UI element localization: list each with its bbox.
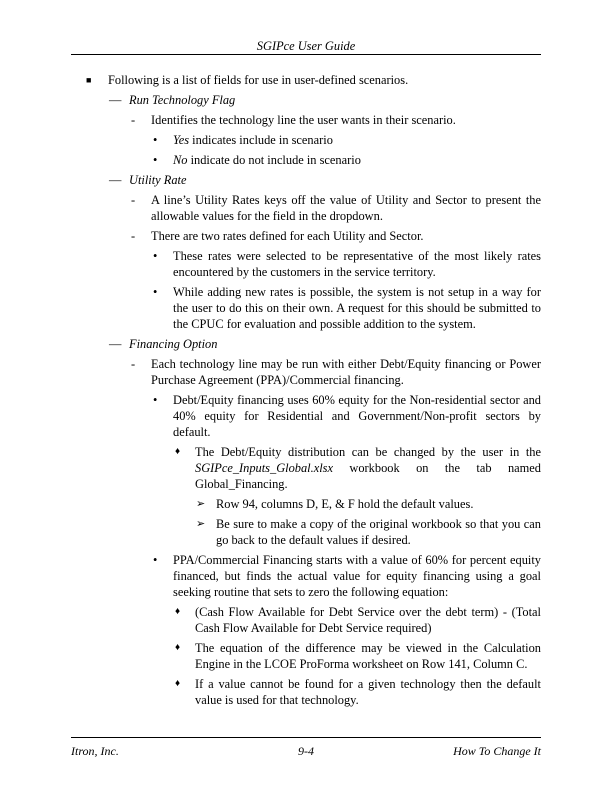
arrow-bullet-icon: ➢ [196,498,206,510]
financing-bullet1: Debt/Equity financing uses 60% equity for the Non-residential sector and 40% equity for Residential and Government/Non-profit sectors by default. [173,393,541,439]
square-bullet-icon: ■ [86,75,92,85]
financing-diamond2: (Cash Flow Available for Debt Service over the debt term) - (Total Cash Flow Available for Debt Service required) [195,605,541,635]
financing-diamond4: If a value cannot be found for a given technology then the default value is used for that technology. [195,677,541,707]
page-header-title: SGIPce User Guide [256,39,356,53]
section-heading-financing-option-item [109,336,541,352]
section-heading-utility-rate-item [109,172,541,188]
financing-arrow1: Row 94, columns D, E, & F hold the default values. [216,497,474,511]
run-flag-desc-item [131,112,541,128]
emdash-marker: — [109,173,122,187]
intro-text: Following is a list of fields for use in user-defined scenarios. [108,73,409,87]
d1-post: workbook on the tab named Global_Financing. [195,461,541,491]
financing-desc: Each technology line may be run with either Debt/Equity financing or Power Purchase Agreement (PPA)/Commercial financing. [151,357,541,387]
bullet-icon: • [153,249,158,263]
dash-marker: - [131,193,136,207]
diamond-bullet-icon: ♦ [175,446,181,457]
no-word: No [173,153,188,167]
emdash-marker: — [109,337,122,351]
footer-page-number: 9-4 [298,744,314,758]
workbook-filename: SGIPce_Inputs_Global.xlsx [195,461,333,475]
financing-diamond3-item [175,640,541,672]
bullet-icon: • [153,285,158,299]
arrow-bullet-icon: ➢ [196,518,206,530]
emdash-marker: — [109,93,122,107]
diamond-bullet-icon: ♦ [175,678,181,689]
yes-item [153,132,541,148]
no-rest: indicate do not include in scenario [187,153,361,167]
dash-marker: - [131,113,136,127]
financing-diamond3: The equation of the difference may be viewed in the Calculation Engine in the LCOE ProForma worksheet on Row 141, Column C. [195,641,541,671]
financing-diamond2-item [175,604,541,636]
bullet-icon: • [153,153,158,167]
yes-rest: indicates include in scenario [189,133,333,147]
intro-item [86,72,541,88]
no-item [153,152,541,168]
page-body [0,72,612,708]
bullet-icon: • [153,133,158,147]
financing-arrow2: Be sure to make a copy of the original workbook so that you can go back to the default values if desired. [216,517,541,547]
diamond-bullet-icon: ♦ [175,606,181,617]
utility-rate-desc1-item [131,192,541,224]
financing-diamond1 [175,444,541,492]
dash-marker: - [131,357,136,371]
utility-rate-desc1: A line’s Utility Rates keys off the value of Utility and Sector to present the allowable values for the field in the dropdown. [151,193,541,223]
utility-rate-desc2-item [131,228,541,244]
section-heading-utility-rate: Utility Rate [129,173,187,187]
section-heading-run-technology-flag-item [109,92,541,108]
yes-word: Yes [173,133,190,147]
dash-marker: - [131,229,136,243]
section-heading-run-technology-flag: Run Technology Flag [129,93,236,107]
utility-rate-bullet1-item [153,248,541,280]
utility-rate-bullet2: While adding new rates is possible, the system is not setup in a way for the user to do this on their own. A request for this should be submitted to the CPUC for evaluation and possible addition to the system. [173,285,541,331]
utility-rate-bullet2-item [153,284,541,332]
financing-arrow2-item [196,516,541,548]
bullet-icon: • [153,553,158,567]
footer-company: Itron, Inc. [71,744,119,758]
financing-arrow1-item [196,496,541,512]
bullet-icon: • [153,393,158,407]
header-rule [71,54,541,55]
footer-section: How To Change It [453,744,541,758]
footer-rule [71,737,541,738]
utility-rate-bullet1: These rates were selected to be representative of the most likely rates encountered by the customers in the service territory. [173,249,541,279]
d1-pre: The Debt/Equity distribution can be changed by the user in the [195,445,541,459]
financing-desc-item [131,356,541,388]
run-flag-desc: Identifies the technology line the user wants in their scenario. [151,113,456,127]
financing-bullet1-item [153,392,541,440]
financing-bullet2: PPA/Commercial Financing starts with a value of 60% for percent equity financed, but finds the actual value for equity financing using a goal seeking routine that sets to zero the following equation: [173,553,541,599]
utility-rate-desc2: There are two rates defined for each Utility and Sector. [151,229,424,243]
financing-bullet2-item [153,552,541,600]
financing-diamond4-item [175,676,541,708]
section-heading-financing-option: Financing Option [129,337,218,351]
diamond-bullet-icon: ♦ [175,642,181,653]
